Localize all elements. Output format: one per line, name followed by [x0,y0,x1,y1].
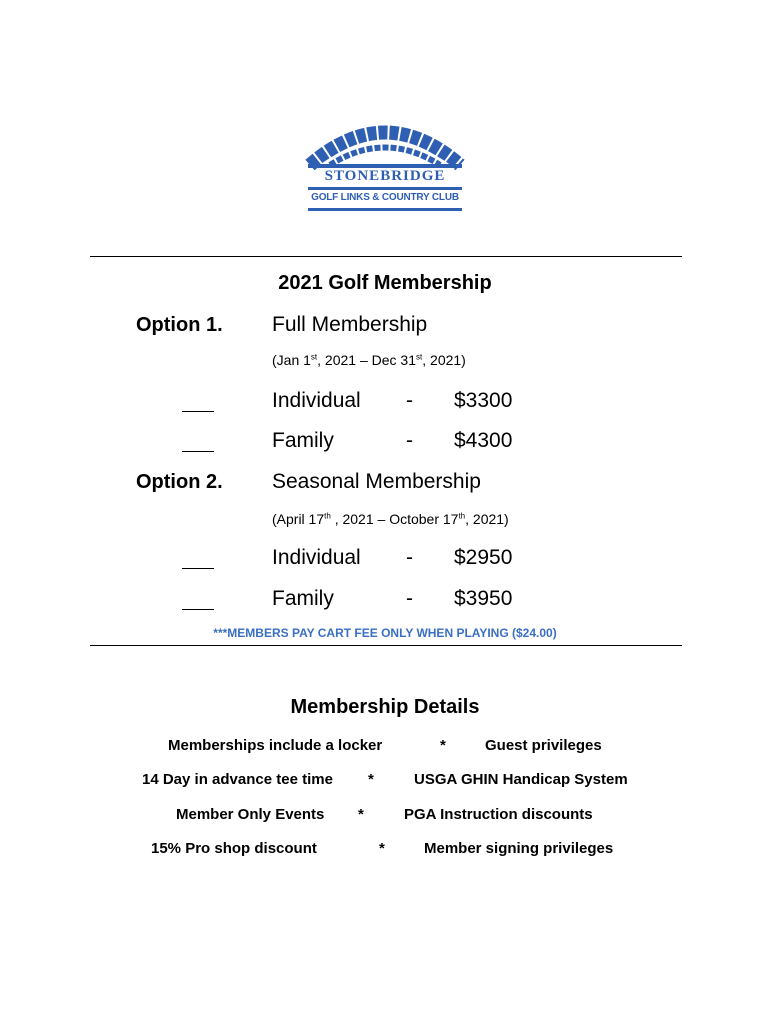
option-2-individual-blank[interactable] [182,568,214,569]
option-1-label: Option 1. [136,314,223,336]
option-2-name: Seasonal Membership [272,470,481,493]
detail-guest-privileges: Guest privileges [485,737,602,754]
option-1-individual-blank[interactable] [182,411,214,412]
option-1-name: Full Membership [272,313,428,336]
detail-pro-shop: 15% Pro shop discount [151,840,317,857]
option-2-family-dash: - [406,587,413,610]
option-1-family-dash: - [406,429,413,452]
option-2-family-price: $3950 [454,587,513,610]
option-2-family-blank[interactable] [182,609,214,610]
details-title: Membership Details [290,696,480,718]
option-1-family-type: Family [272,429,334,452]
top-rule [90,256,682,257]
detail-separator: * [379,840,385,857]
option-2-individual-type: Individual [272,546,361,569]
option-1-individual-price: $3300 [454,389,513,412]
detail-separator: * [368,771,374,788]
option-1-individual-dash: - [406,389,413,412]
stonebridge-logo [300,120,470,220]
bottom-rule [90,645,682,646]
detail-ghin: USGA GHIN Handicap System [414,771,628,788]
logo-divider [308,187,462,190]
option-2-individual-dash: - [406,546,413,569]
logo-name: STONEBRIDGE [324,168,446,184]
option-2-individual-price: $2950 [454,546,513,569]
option-2-label: Option 2. [136,471,223,493]
stone-bridge-icon [300,120,470,170]
option-1-individual-type: Individual [272,389,361,412]
detail-signing-privileges: Member signing privileges [424,840,614,857]
membership-title: 2021 Golf Membership [278,272,492,294]
option-1-family-price: $4300 [454,429,513,452]
option-1-dates: (Jan 1st, 2021 – Dec 31st, 2021) [272,352,466,368]
cart-fee-note: ***MEMBERS PAY CART FEE ONLY WHEN PLAYING ($24.00) [213,626,557,640]
detail-member-events: Member Only Events [176,806,325,823]
detail-pga-instruction: PGA Instruction discounts [404,806,593,823]
detail-locker: Memberships include a locker [168,737,383,754]
logo-divider-bottom [308,208,462,211]
detail-separator: * [358,806,364,823]
option-2-family-type: Family [272,587,334,610]
detail-separator: * [440,737,446,754]
option-2-dates: (April 17th , 2021 – October 17th, 2021) [272,511,509,527]
option-1-family-blank[interactable] [182,451,214,452]
logo-subtitle: GOLF LINKS & COUNTRY CLUB [311,192,459,203]
detail-tee-time: 14 Day in advance tee time [142,771,333,788]
